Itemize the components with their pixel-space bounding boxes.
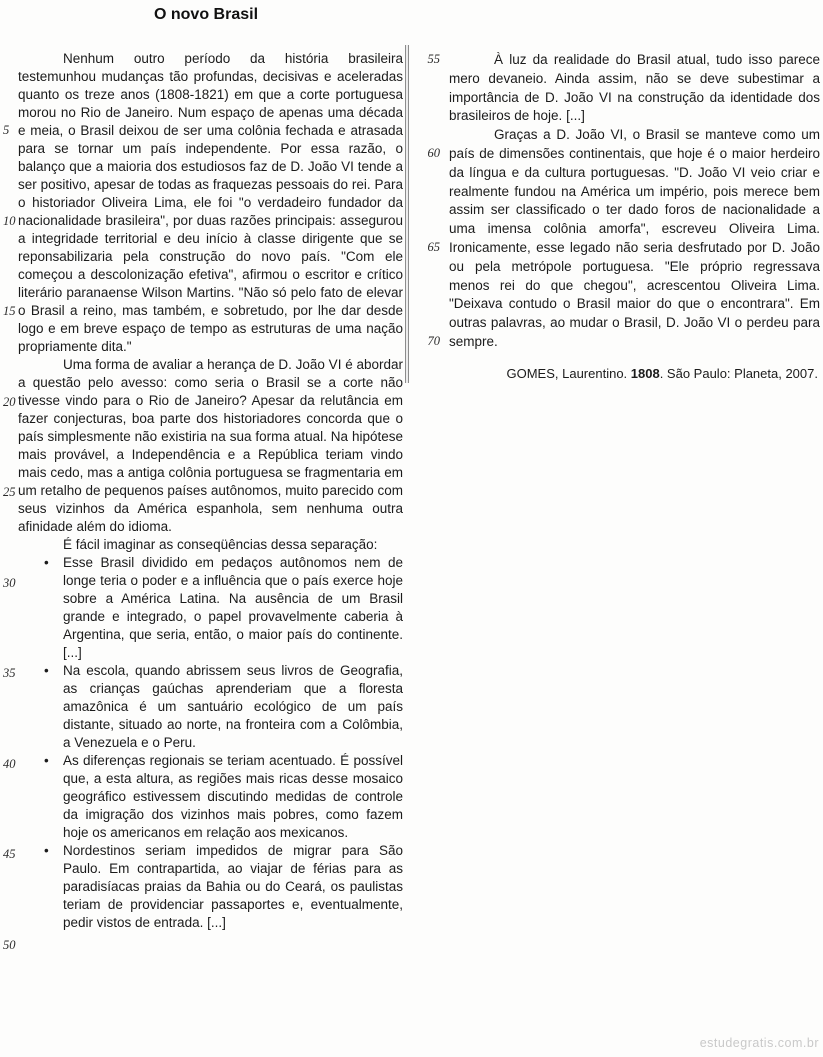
bullet-icon: • [44, 753, 49, 768]
bullet-item [18, 554, 403, 662]
bullet-text: As diferenças regionais se teriam acentuado. É possível que, a esta altura, as regiões mais ricas desse mosaico geográfico estivessem discutindo medidas de controle da imigração dos vizinhos mais pobres, como fazem hoje os americanos em relação aos mexicanos. [63, 753, 403, 840]
line-number: 15 [3, 304, 16, 319]
line-number: 35 [3, 666, 16, 681]
line-number: 60 [427, 146, 440, 160]
line-number: 55 [427, 52, 440, 66]
line-number: 50 [3, 937, 16, 952]
bullet-icon: • [44, 663, 49, 678]
bullet-text: Esse Brasil dividido em pedaços autônomos nem de longe teria o poder e a influência que o país exerce hoje sobre a América Latina. Na ausência de um Brasil grande e integrado, o papel provavelmente caberia à Argentina, que seria, então, o maior país do continente. [...] [63, 555, 403, 660]
bullet-text: Nordestinos seriam impedidos de migrar para São Paulo. Em contrapartida, ao viajar de férias para as paradisíacas praias da Bahia ou do Ceará, os paulistas teriam de providenciar passaportes e, eventualmente, pedir vistos de entrada. [...] [63, 843, 403, 930]
line-number: 40 [3, 756, 16, 771]
paragraph: Nenhum outro período da história brasileira testemunhou mudanças tão profundas, decisivas e aceleradas quanto os treze anos (1808-1821) em que a corte portuguesa morou no Rio de Janeiro. Num espaço de apenas uma década e meia, o Brasil deixou de ser uma colônia fechada e atrasada para se tornar um país independente. Por essa razão, o balanço que a maioria dos estudiosos faz de D. João VI tende a ser positivo, apesar de todas as fraquezas pessoais do rei. Para o historiador Oliveira Lima, ele foi "o verdadeiro fundador da nacionalidade brasileira", por duas razões principais: assegurou a integridade territorial e deu início à classe dirigente que se reponsabilizaria pela construção do novo país. "Com ele começou a descolonização efetiva", afirmou o escritor e crítico literário paranaense Wilson Martins. "Não só pelo fato de elevar o Brasil a reino, mas também, e sobretudo, por lhe dar desde logo e em breve espaço de tempo as estruturas de uma nação propriamente dita." [18, 51, 403, 354]
line-number: 30 [3, 575, 16, 590]
line-number: 65 [427, 240, 440, 254]
paragraph: Graças a D. João VI, o Brasil se manteve como um país de dimensões continentais, que hoje é o maior herdeiro da língua e da cultura portuguesas. "D. João VI veio criar e realmente fundou na América um império, pois merece bem assim ser classificado o ter dado foros de nacionalidade a uma imensa colônia amorfa", escreveu Oliveira Lima. Ironicamente, esse legado não seria desfrutado por D. João ou pela metrópole portuguesa. "Ele próprio regressava menos rei do que chegou", acrescentou Oliveira Lima. "Deixava contudo o Brasil maior do que o encontrara". Em outras palavras, ao mudar o Brasil, D. João VI o perdeu para sempre. [449, 127, 820, 349]
line-number: 70 [427, 334, 440, 348]
bullet-item [18, 842, 403, 932]
citation-book-title: 1808 [630, 366, 660, 381]
bullet-item [18, 662, 403, 752]
paragraph: Uma forma de avaliar a herança de D. João VI é abordar a questão pelo avesso: como seria o Brasil se a corte não tivesse vindo para o Rio de Janeiro? Apesar da relutância em fazer conjecturas, boa parte dos historiadores concorda que o país simplesmente não existiria na sua forma atual. Na hipótese mais provável, a Independência e a República teriam vindo mais cedo, mas a antiga colônia portuguesa se fragmentaria em um retalho de pequenos países autônomos, muito parecido com seus vizinhos da América espanhola, sem nenhuma outra afinidade além do idioma. [18, 357, 403, 534]
document-title: O novo Brasil [153, 6, 259, 23]
bullet-icon: • [44, 843, 49, 858]
citation [507, 366, 819, 381]
paragraph: À luz da realidade do Brasil atual, tudo isso parece mero devaneio. Ainda assim, não se deve subestimar a importância de D. João VI na construção da identidade dos brasileiros de hoje. [...] [449, 52, 820, 124]
line-number: 45 [3, 847, 16, 862]
line-number: 10 [3, 213, 16, 228]
bullet-item [18, 752, 403, 842]
left-text-column [18, 50, 403, 932]
watermark: estudegratis.com.br [699, 1036, 819, 1050]
line-number: 25 [3, 485, 16, 500]
citation-author: GOMES, Laurentino. [506, 366, 631, 381]
bullet-text: Na escola, quando abrissem seus livros de Geografia, as crianças gaúchas aprenderiam que a floresta amazônica é um santuário ecológico de um país distante, situado ao norte, na fronteira com a Colômbia, a Venezuela e o Peru. [63, 663, 403, 750]
right-text-column [449, 51, 820, 352]
paragraph: É fácil imaginar as conseqüências dessa separação: [63, 537, 378, 552]
bullet-icon: • [44, 555, 49, 570]
citation-publisher: . São Paulo: Planeta, 2007. [659, 366, 818, 381]
column-divider [405, 45, 409, 383]
line-number: 5 [3, 123, 10, 138]
line-number: 20 [3, 394, 16, 409]
